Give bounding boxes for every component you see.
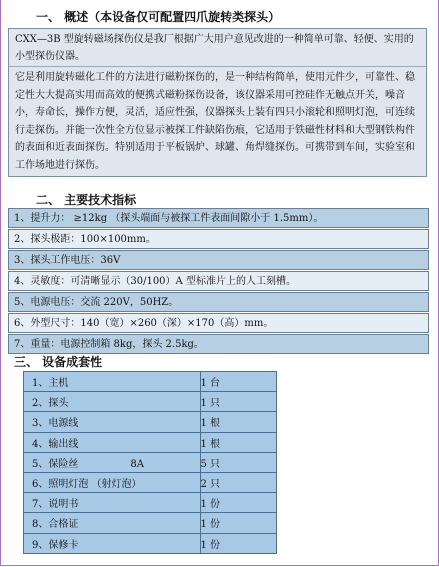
spec-row-dimensions: 6、外型尺寸：140（宽）×260（深）×170（高）mm。 <box>8 313 429 333</box>
part-name: 4、输出线 <box>24 432 201 452</box>
spec-row-weight: 7、重量：电源控制箱 8kg，探头 2.5kg。 <box>8 334 429 354</box>
table-row <box>24 412 277 432</box>
part-name: 3、电源线 <box>24 412 201 432</box>
table-row <box>24 432 277 452</box>
intro-box <box>8 28 427 177</box>
part-qty: 1 份 <box>200 513 277 533</box>
part-name: 2、探头 <box>24 392 201 412</box>
table-row <box>24 472 277 492</box>
part-spec: 8A <box>130 458 144 470</box>
part-name: 9、保修卡 <box>24 533 201 553</box>
specs-heading: 二、 主要技术指标 <box>36 193 137 207</box>
part-qty: 1 份 <box>200 533 277 553</box>
part-qty: 2 只 <box>200 472 277 492</box>
part-name: 1、主机 <box>24 372 201 392</box>
part-qty: 5 只 <box>200 452 277 472</box>
part-name: 8、合格证 <box>24 513 201 533</box>
part-qty: 1 只 <box>200 392 277 412</box>
table-row <box>24 372 277 392</box>
intro-lead: CXX—3B 型旋转磁场探伤仪是我厂根据广大用户意见改进的一种简单可靠、轻便、实用的小型探伤仪器。 <box>9 29 426 67</box>
spec-row-lift: 1、提升力： ≥12kg （探头端面与被探工件表面间隙小于 1.5mm）。 <box>8 208 429 228</box>
table-row <box>24 513 277 533</box>
spec-row-sensitivity: 4、灵敏度：可清晰显示（30/100）A 型标准片上的人工刻槽。 <box>8 271 429 291</box>
part-qty: 1 台 <box>200 372 277 392</box>
part-name: 5、保险丝 <box>32 458 79 470</box>
parts-table <box>23 371 277 554</box>
intro-body: 它是利用旋转磁化工件的方法进行磁粉探伤的，是一种结构简单，使用元件少，可靠性、稳定性大大提高实用而高效的便携式磁粉探伤设备，该仪器采用可控硅作无触点开关，噪音小，寿命长，操作方便，灵活，适应性强，仪器探头上装有四只小滚轮和照明灯泡，可连续行走探伤。并能一次性全方位显示被探工件缺陷伤痕，它适用于铁磁性材料和大型钢铁构件的表面和近表面探伤。特别适用于平板锅炉、球罐、角焊缝探伤。可携带到车间，实验室和工作场地进行探伤。 <box>15 72 415 171</box>
spec-row-probe-voltage: 3、探头工作电压：36V <box>8 250 429 270</box>
table-row <box>24 392 277 412</box>
part-qty: 1 根 <box>200 412 277 432</box>
spec-row-power-supply: 5、电源电压：交流 220V，50HZ。 <box>8 292 429 312</box>
spec-row-pole-distance: 2、探头极距：100×100mm。 <box>8 229 429 249</box>
overview-heading: 一、 概述（本设备仅可配置四爪旋转类探头） <box>36 10 281 24</box>
part-qty: 1 份 <box>200 493 277 513</box>
table-row <box>24 493 277 513</box>
parts-heading: 三、 设备成套性 <box>14 355 103 369</box>
table-row <box>24 452 277 472</box>
table-row <box>24 533 277 553</box>
part-name-with-spec <box>24 452 201 472</box>
part-qty: 1 根 <box>200 432 277 452</box>
part-name: 6、照明灯泡 （射灯泡） <box>24 472 201 492</box>
part-name: 7、说明书 <box>24 493 201 513</box>
